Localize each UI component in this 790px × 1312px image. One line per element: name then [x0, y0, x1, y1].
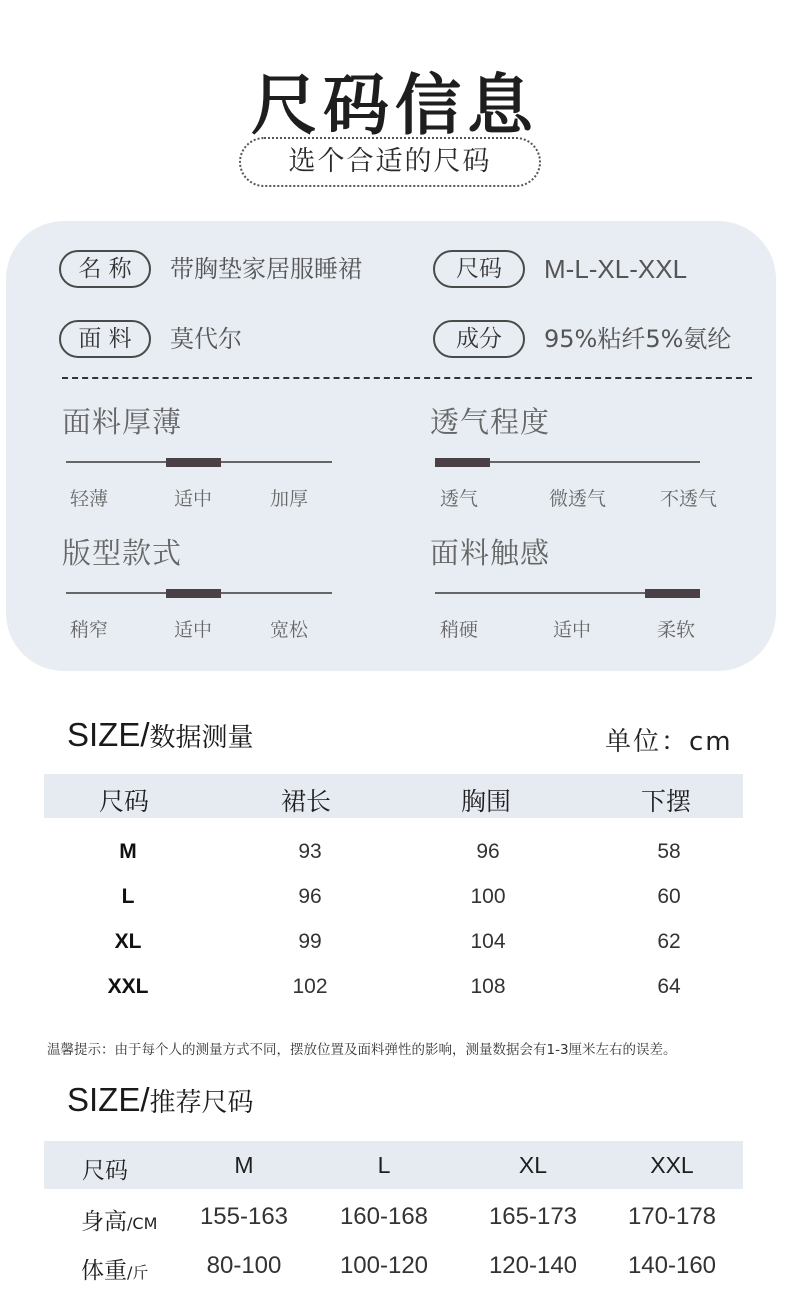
- height-label: 身高: [81, 1209, 127, 1235]
- weight-row-label: [81, 1252, 148, 1285]
- measure-col-header: 胸围: [460, 787, 511, 816]
- scale-label: 微透气: [549, 488, 607, 510]
- height-row-label: [81, 1203, 157, 1236]
- scale-label: 稍窄: [70, 619, 109, 641]
- name-label: 名 称: [59, 250, 151, 288]
- measure-cell: 100: [470, 885, 506, 908]
- weight-cell: 140-160: [627, 1252, 717, 1279]
- measure-cell: 62: [657, 930, 681, 953]
- scale-title-touch: 面料触感: [430, 536, 551, 570]
- page-title: 尺码信息: [251, 67, 539, 144]
- measure-cell: 93: [298, 840, 322, 863]
- measure-col-header: 尺码: [98, 787, 149, 816]
- recommend-section-title: [67, 1081, 254, 1119]
- measure-cell: 96: [476, 840, 500, 863]
- measure-cell: 58: [657, 840, 681, 863]
- measure-title-size: SIZE/: [67, 716, 150, 753]
- scale-marker-fit: [166, 589, 221, 598]
- scale-marker-thickness: [166, 458, 221, 467]
- measure-col-header: 裙长: [280, 787, 331, 816]
- scale-label: 适中: [553, 619, 592, 641]
- height-unit: /CM: [127, 1214, 158, 1233]
- measure-cell: 108: [470, 975, 506, 998]
- weight-cell: 80-100: [206, 1252, 282, 1279]
- unit-label: 单位：cm: [605, 727, 733, 757]
- composition-value: 95%粘纤5%氨纶: [544, 325, 732, 353]
- weight-label: 体重: [81, 1258, 127, 1284]
- scale-label: 柔软: [657, 619, 696, 641]
- name-value: 带胸垫家居服睡裙: [170, 255, 362, 283]
- fabric-label: 面 料: [59, 320, 151, 358]
- scale-title-thickness: 面料厚薄: [62, 405, 183, 439]
- size-value: M-L-XL-XXL: [544, 254, 688, 284]
- size-label: 尺码: [433, 250, 525, 288]
- measure-col-header: 下摆: [640, 787, 691, 816]
- scale-title-fit: 版型款式: [62, 536, 183, 570]
- measure-cell: XL: [114, 930, 142, 953]
- scale-label: 适中: [174, 619, 213, 641]
- measure-title-text: 数据测量: [149, 723, 254, 753]
- measure-cell: 96: [298, 885, 322, 908]
- info-card: [6, 221, 776, 671]
- recommend-col-header: L: [377, 1152, 391, 1178]
- scale-label: 稍硬: [440, 619, 479, 641]
- scale-label: 不透气: [660, 488, 718, 510]
- measure-cell: 64: [657, 975, 681, 998]
- measure-section-title: [67, 716, 254, 754]
- height-cell: 170-178: [627, 1203, 717, 1230]
- measure-cell: 99: [298, 930, 322, 953]
- measure-cell: 102: [292, 975, 328, 998]
- fabric-value: 莫代尔: [170, 325, 242, 353]
- measure-cell: M: [119, 840, 137, 863]
- scale-label: 适中: [174, 488, 213, 510]
- weight-cell: 100-120: [339, 1252, 429, 1279]
- recommend-col-header: 尺码: [82, 1158, 128, 1184]
- scale-label: 透气: [440, 488, 479, 510]
- recommend-title-size: SIZE/: [67, 1081, 150, 1118]
- recommend-col-header: M: [234, 1152, 254, 1178]
- weight-unit: /斤: [127, 1263, 149, 1282]
- recommend-col-header: XXL: [650, 1152, 694, 1178]
- height-cell: 160-168: [339, 1203, 429, 1230]
- recommend-title-text: 推荐尺码: [149, 1088, 254, 1118]
- measure-cell: XXL: [107, 975, 149, 998]
- height-cell: 155-163: [199, 1203, 289, 1230]
- weight-cell: 120-140: [488, 1252, 578, 1279]
- measure-cell: 104: [470, 930, 506, 953]
- measure-cell: L: [121, 885, 135, 908]
- measurement-tip: 温馨提示：由于每个人的测量方式不同，摆放位置及面料弹性的影响，测量数据会有1-3厘米左右的误差。: [47, 1042, 677, 1058]
- scale-marker-touch: [645, 589, 700, 598]
- composition-label: 成分: [433, 320, 525, 358]
- scale-label: 宽松: [270, 619, 309, 641]
- recommend-col-header: XL: [518, 1152, 548, 1178]
- scale-label: 加厚: [270, 488, 309, 510]
- measure-cell: 60: [657, 885, 681, 908]
- scale-title-breathability: 透气程度: [430, 405, 551, 439]
- scale-marker-breathability: [435, 458, 490, 467]
- subtitle-pill: 选个合适的尺码: [239, 137, 541, 187]
- dashed-divider: [62, 377, 752, 379]
- scale-label: 轻薄: [70, 488, 109, 510]
- height-cell: 165-173: [488, 1203, 578, 1230]
